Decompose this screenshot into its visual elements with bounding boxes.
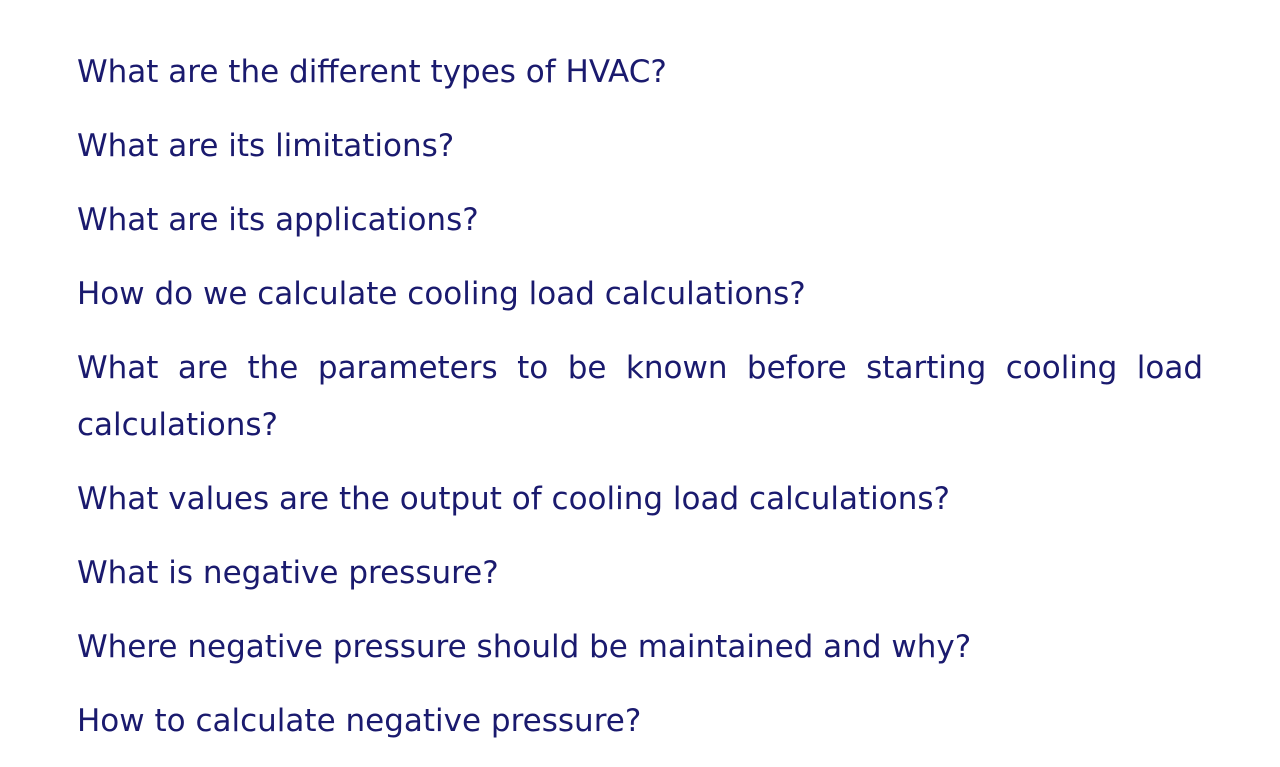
- question-item: Where negative pressure should be maintained and why?: [77, 629, 972, 665]
- question-item: What is negative pressure?: [77, 555, 499, 591]
- question-item: How to calculate negative pressure?: [77, 703, 642, 739]
- question-item: What are its limitations?: [77, 128, 455, 164]
- question-item: What values are the output of cooling load calculations?: [77, 481, 950, 517]
- question-item: What are its applications?: [77, 202, 479, 238]
- question-item: What are the parameters to be known before starting cooling load calculations?: [77, 350, 1203, 443]
- question-item: How do we calculate cooling load calculations?: [77, 276, 806, 312]
- question-item: What are the different types of HVAC?: [77, 54, 667, 90]
- question-list: [77, 44, 1203, 767]
